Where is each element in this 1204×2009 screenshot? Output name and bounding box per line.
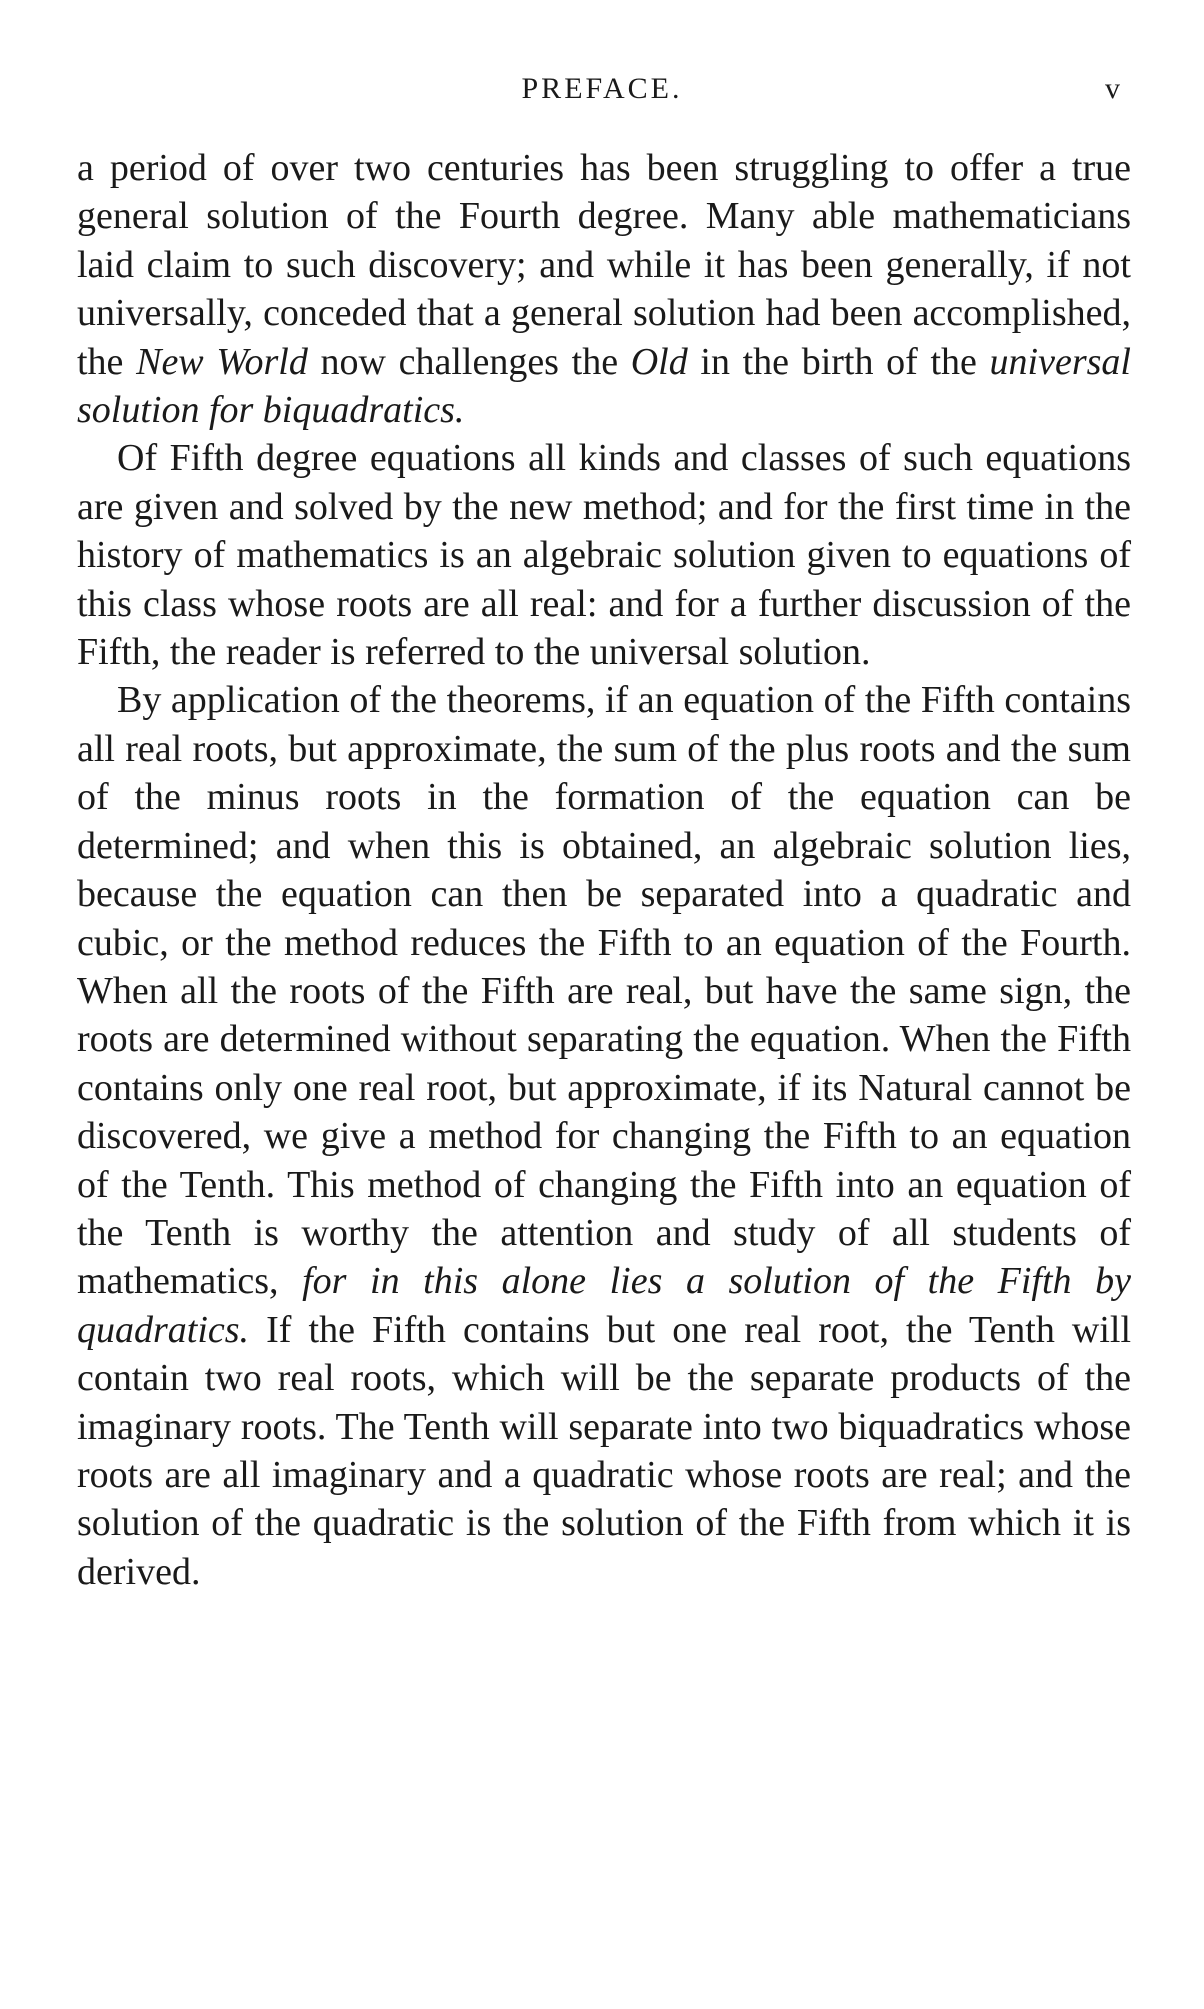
text-segment-italic: New World xyxy=(136,340,308,383)
text-segment: Of Fifth degree equations all kinds and classes of such equations are given and solved by the new method; and for the first time in the history of mathematics is an algebraic solution given to equations of this class whose roots are all real: and for a further discussion of the Fifth, the reader is referred to the universal solution. xyxy=(77,437,1131,674)
text-segment: If the Fifth contains but one real root, the Tenth will contain two real roots, which will be the separate products of the imaginary roots. The Tenth will separate into two biquadratics whose roots are all imaginary and a quadratic whose roots are real; and the solution of the quadratic is the solution of the Fifth from which it is derived. xyxy=(77,1308,1131,1593)
body-text xyxy=(77,144,1131,1596)
text-segment: a period of over two centuries has been struggling to offer a true general solution of the Fourth degree. Many able mathematicians laid claim to such discovery; and while it has been generally, if not universally, conceded that a general solution had been accomplished, the xyxy=(77,147,1131,383)
text-segment-italic: universal solution for biquadratics. xyxy=(77,340,1131,432)
page-number: v xyxy=(1105,72,1120,105)
paragraph-2 xyxy=(77,434,1131,676)
text-segment: in the birth of the xyxy=(687,340,990,383)
text-segment: By application of the theorems, if an equation of the Fifth contains all real roots, but approximate, the sum of the plus roots and the sum of the minus roots in the formation of the equation can be determined; and when this is obtained, an algebraic solution lies, because the equation can then be separated into a quadratic and cubic, or the method reduces the Fifth to an equation of the Fourth. When all the roots of the Fifth are real, but have the same sign, the roots are determined without separating the equation. When the Fifth contains only one real root, but approximate, if its Natural cannot be discovered, we give a method for changing the Fifth to an equation of the Tenth. This method of changing the Fifth into an equation of the Tenth is worthy the attention and study of all students of mathematics, xyxy=(77,679,1131,1303)
text-segment-italic: for in this alone lies a solution of the Fifth by quadratics. xyxy=(77,1260,1131,1351)
paragraph-1 xyxy=(77,144,1131,434)
text-segment-italic: Old xyxy=(630,340,688,383)
text-segment: now challenges the xyxy=(307,340,631,383)
running-title: PREFACE. xyxy=(521,72,683,105)
paragraph-3 xyxy=(77,676,1131,1596)
